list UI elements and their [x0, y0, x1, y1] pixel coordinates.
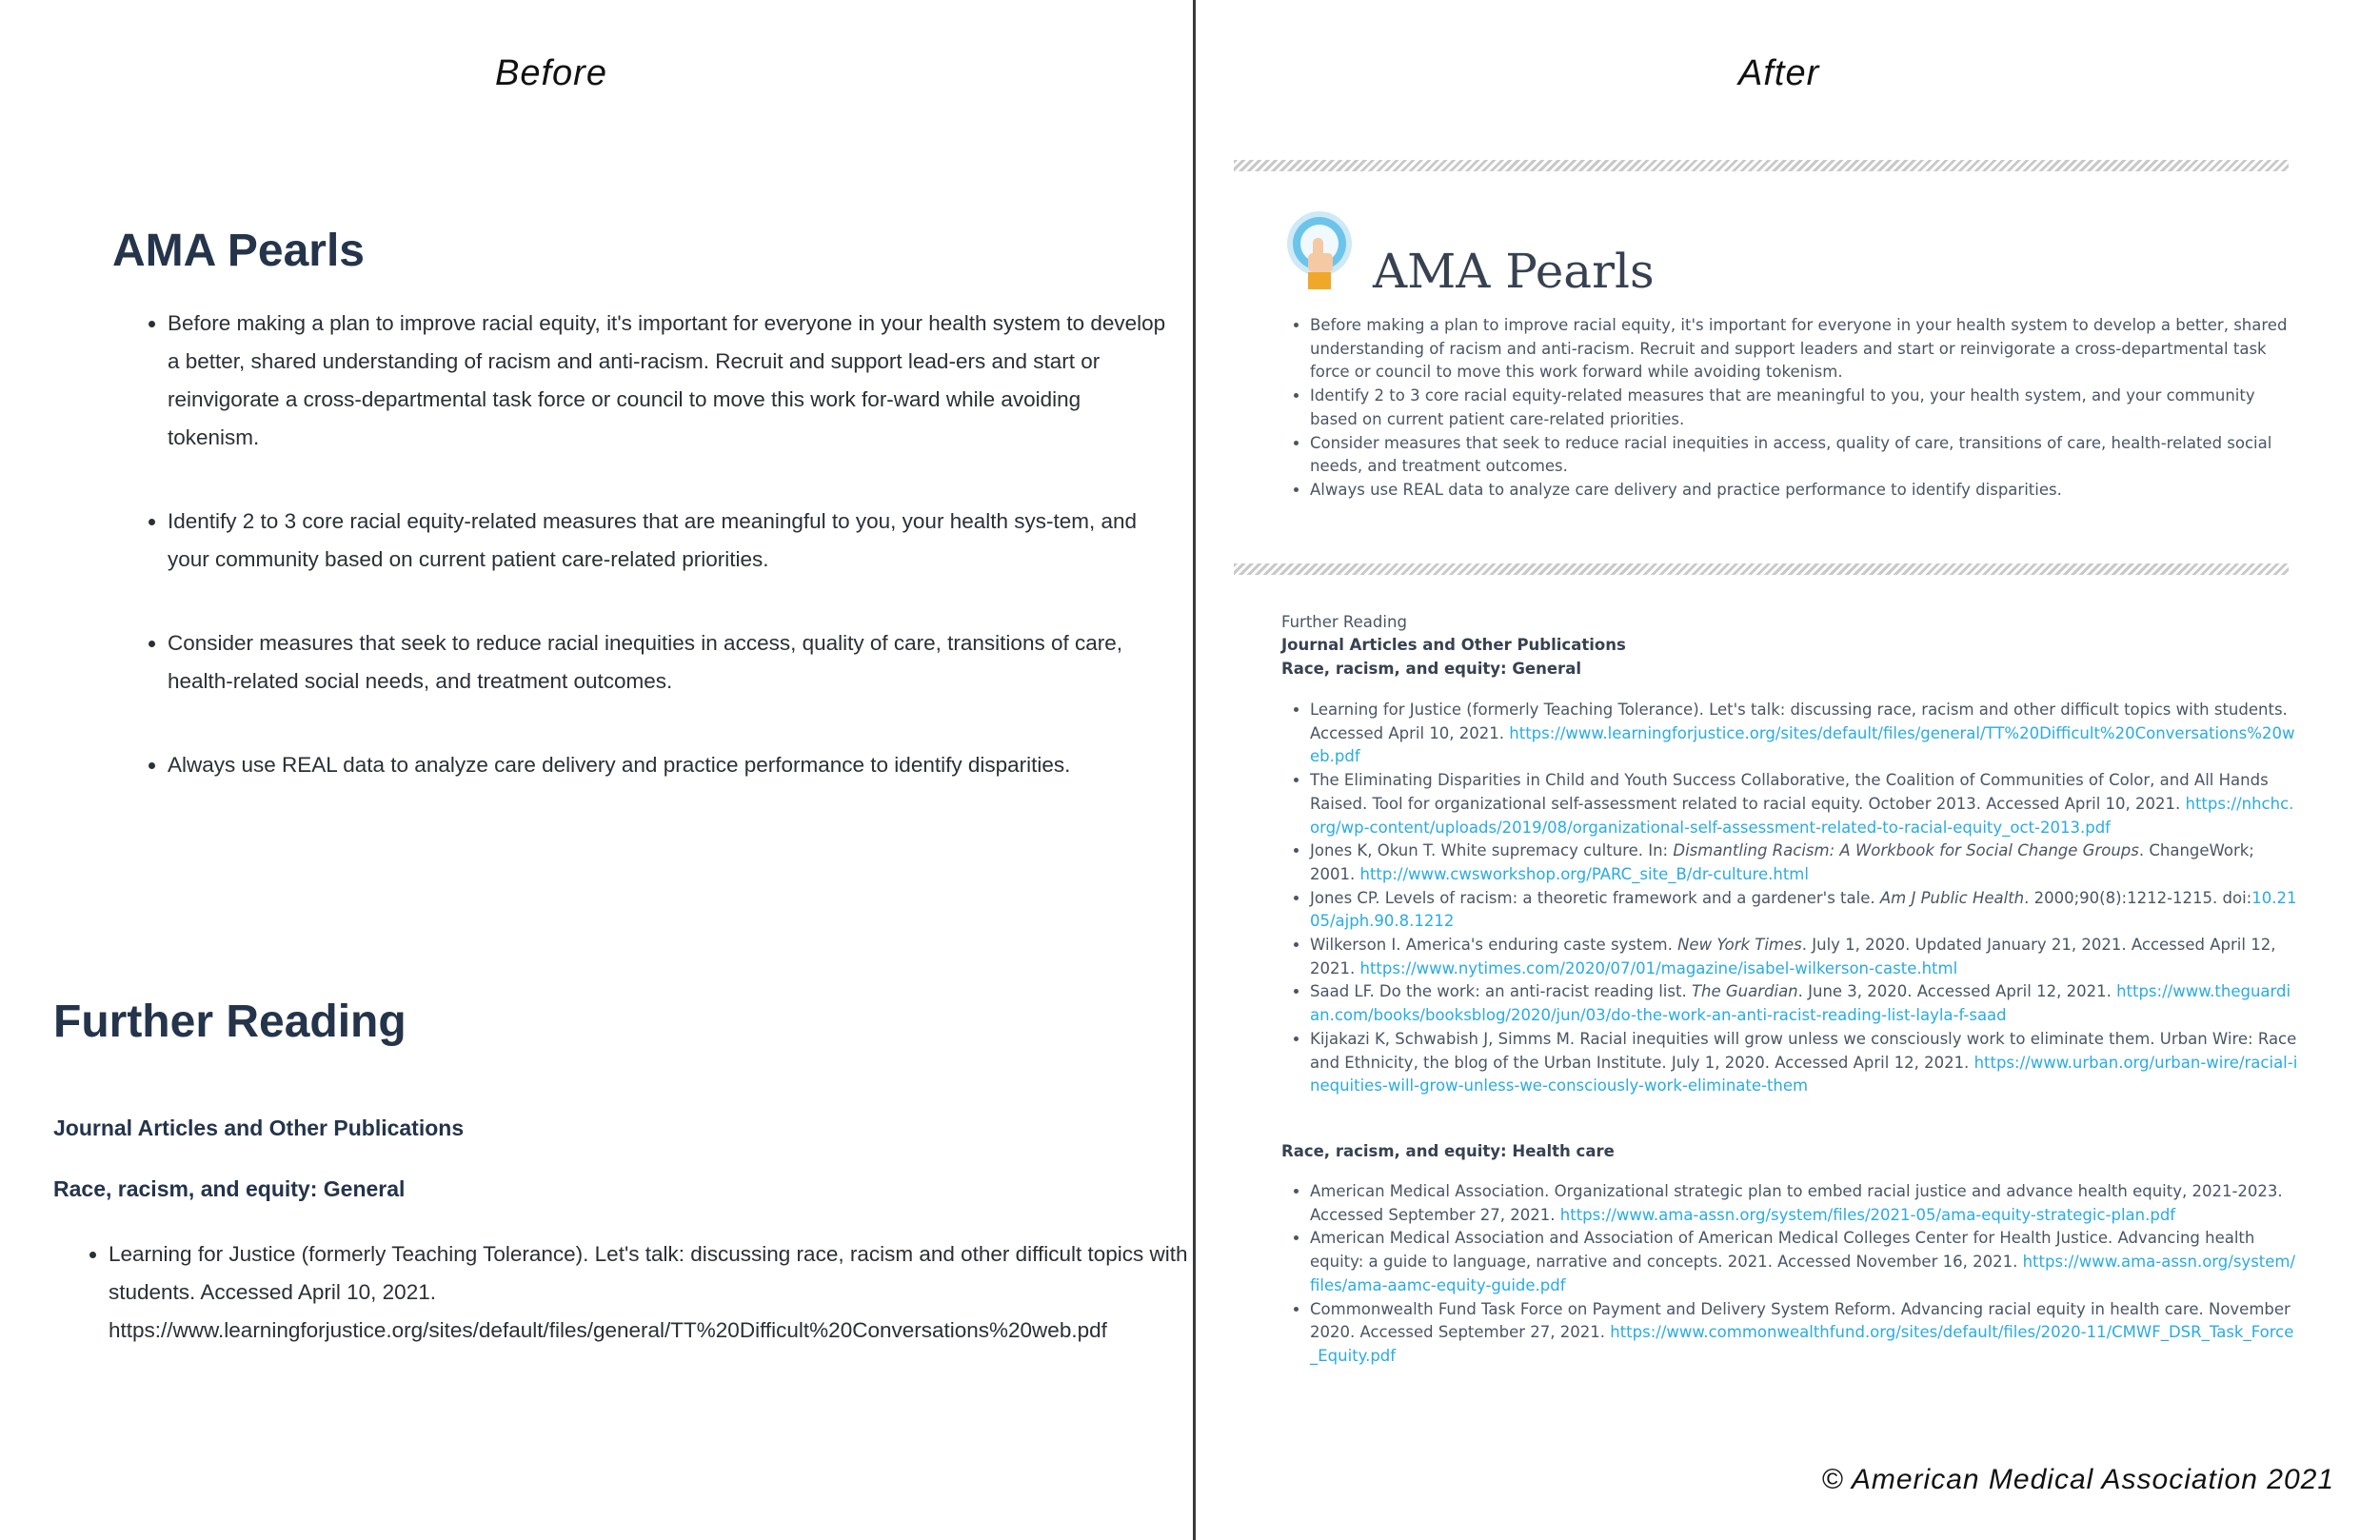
reference-item: [1310, 980, 2300, 1027]
further-reading-label: Further Reading: [1281, 613, 1407, 631]
reference-text: . June 3, 2020. Accessed April 12, 2021.: [1797, 982, 2117, 1001]
reference-url[interactable]: 10.2105/ajph.90.8.1212: [1310, 888, 2297, 931]
reference-url[interactable]: https://www.theguardian.com/books/booksblog/2020/jun/03/do-the-work-an-anti-racist-reading-list-layla-f-saad: [1310, 982, 2291, 1025]
reference-text: Learning for Justice (formerly Teaching Tolerance). Let's talk: discussing race, racism and other difficult topics with students. Accessed April 10, 2021.: [109, 1242, 1188, 1304]
reference-item: [1310, 934, 2300, 980]
list-item: • Always use REAL data to analyze care delivery and practice performance to identify disparities.: [168, 746, 1177, 784]
after-pearls-list: [1281, 314, 2300, 503]
reference-url[interactable]: https://www.nytimes.com/2020/07/01/magazine/isabel-wilkerson-caste.html: [1359, 958, 1958, 977]
after-heading: AMA Pearls: [1373, 244, 1655, 299]
after-reference-list: [1281, 699, 2300, 1098]
before-panel-title: Before: [495, 53, 607, 93]
reference-item: [1310, 1298, 2300, 1369]
reference-item: [1310, 769, 2300, 839]
reference-text: . ChangeWork; 2001.: [1310, 841, 2254, 883]
before-pearls-list: [112, 305, 1177, 784]
reference-url[interactable]: https://nhchc.org/wp-content/uploads/2019/08/organizational-self-assessment-related-to-racial-equity_oct-2013.pdf: [1310, 794, 2294, 837]
reference-text: The Eliminating Disparities in Child and Youth Success Collaborative, the Coalition of Communities of Color, and All Hands Raised. Tool for organizational self-assessment related to racial equity. October 2013. Accessed April 10, 2021.: [1310, 771, 2269, 813]
reference-item: [1310, 1028, 2300, 1098]
before-reference-list: [53, 1235, 1222, 1350]
reference-title: New York Times: [1677, 936, 1802, 955]
reference-item: [1310, 887, 2300, 934]
reference-text: Wilkerson I. America's enduring caste system.: [1310, 936, 1678, 955]
section-subheading: Race, racism, and equity: General: [53, 1176, 406, 1201]
reference-text: Jones CP. Levels of racism: a theoretic framework and a gardener's tale.: [1310, 888, 1880, 907]
pearl-hand-icon: [1285, 209, 1359, 291]
reference-url[interactable]: https://www.commonwealthfund.org/sites/default/files/2020-11/CMWF_DSR_Task_Force_Equity.pdf: [1310, 1323, 2294, 1365]
reference-text: American Medical Association. Organizational strategic plan to embed racial justice and advance health equity, 2021-2023. Accessed September 27, 2021.: [1310, 1182, 2283, 1224]
further-reading-heading: Further Reading: [53, 997, 407, 1047]
reference-item: [1310, 1227, 2300, 1297]
reference-text: Commonwealth Fund Task Force on Payment and Delivery System Reform. Advancing racial equity in health care. November 2020. Accessed September 27, 2021.: [1310, 1299, 2291, 1342]
section-subheading: Journal Articles and Other Publications: [1281, 636, 1626, 654]
list-item: [109, 1235, 1222, 1350]
reference-title: Dismantling Racism: A Workbook for Social Change Groups: [1673, 841, 2139, 860]
reference-text: . July 1, 2020. Updated January 21, 2021. Accessed April 12, 2021.: [1310, 936, 2276, 977]
section-subheading: Race, racism, and equity: Health care: [1281, 1142, 1615, 1160]
before-heading: AMA Pearls: [112, 226, 365, 276]
hatched-divider: [1234, 563, 2289, 575]
reference-text: Jones K, Okun T. White supremacy culture. In:: [1310, 841, 1674, 860]
reference-text: Saad LF. Do the work: an anti-racist reading list.: [1310, 982, 1692, 1001]
reference-url[interactable]: https://www.learningforjustice.org/sites/default/files/general/TT%20Difficult%20Conversations%20web.pdf: [1310, 723, 2295, 766]
reference-url[interactable]: https://www.learningforjustice.org/sites/default/files/general/TT%20Difficult%20Conversations%20web.pdf: [109, 1318, 1107, 1342]
section-subheading: Race, racism, and equity: General: [1281, 660, 1581, 678]
reference-title: The Guardian: [1691, 982, 1798, 1001]
reference-text: American Medical Association and Association of American Medical Colleges Center for Health Justice. Advancing health equity: a guide to language, narrative and concepts. 2021. Accessed November 16, 2021.: [1310, 1229, 2255, 1272]
reference-url[interactable]: http://www.cwsworkshop.org/PARC_site_B/dr-culture.html: [1359, 864, 1809, 883]
hatched-divider: [1234, 160, 2289, 171]
list-item: • Always use REAL data to analyze care delivery and practice performance to identify disparities.: [1310, 479, 2300, 503]
reference-item: [1310, 699, 2300, 769]
after-panel-title: After: [1738, 53, 1820, 93]
reference-url[interactable]: https://www.urban.org/urban-wire/racial-inequities-will-grow-unless-we-consciously-work-eliminate-them: [1310, 1053, 2298, 1096]
list-item: • Before making a plan to improve racial equity, it's important for everyone in your health system to develop a better, shared understanding of racism and anti-racism. Recruit and support lead-ers and start or reinvigorate a cross-departmental task force or council to move this work for-ward while avoiding tokenism.: [168, 305, 1177, 457]
copyright-notice: © American Medical Association 2021: [1821, 1464, 2334, 1495]
reference-text: Kijakazi K, Schwabish J, Simms M. Racial inequities will grow unless we consciously work to eliminate them. Urban Wire: Race and Ethnicity, the blog of the Urban Institute. July 1, 2020. Accessed April 12, 2021.: [1310, 1029, 2297, 1072]
list-item: • Consider measures that seek to reduce racial inequities in access, quality of care, transitions of care, health-related social needs, and treatment outcomes.: [168, 624, 1177, 701]
reference-title: Am J Public Health: [1879, 888, 2025, 907]
reference-item: [1310, 1180, 2300, 1227]
reference-url[interactable]: https://www.ama-assn.org/system/files/ama-aamc-equity-guide.pdf: [1310, 1253, 2296, 1294]
section-subheading: Journal Articles and Other Publications: [53, 1116, 465, 1140]
reference-text: . 2000;90(8):1212-1215. doi:: [2024, 888, 2252, 907]
list-item: • Identify 2 to 3 core racial equity-related measures that are meaningful to you, your health system, and your community based on current patient care-related priorities.: [1310, 385, 2300, 431]
reference-text: Learning for Justice (formerly Teaching Tolerance). Let's talk: discussing race, racism and other difficult topics with students. Accessed April 10, 2021.: [1310, 701, 2288, 742]
list-item: • Consider measures that seek to reduce racial inequities in access, quality of care, transitions of care, health-related social needs, and treatment outcomes.: [1310, 432, 2300, 479]
list-item: • Before making a plan to improve racial equity, it's important for everyone in your health system to develop a better, shared understanding of racism and anti-racism. Recruit and support leaders and start or reinvigorate a cross-departmental task force or council to move this work forward while avoiding tokenism.: [1310, 314, 2300, 385]
after-health-care-reference-list: [1281, 1180, 2300, 1369]
reference-item: [1310, 839, 2300, 886]
reference-url[interactable]: https://www.ama-assn.org/system/files/2021-05/ama-equity-strategic-plan.pdf: [1559, 1205, 2176, 1224]
list-item: • Identify 2 to 3 core racial equity-related measures that are meaningful to you, your health sys-tem, and your community based on current patient care-related priorities.: [168, 503, 1177, 579]
